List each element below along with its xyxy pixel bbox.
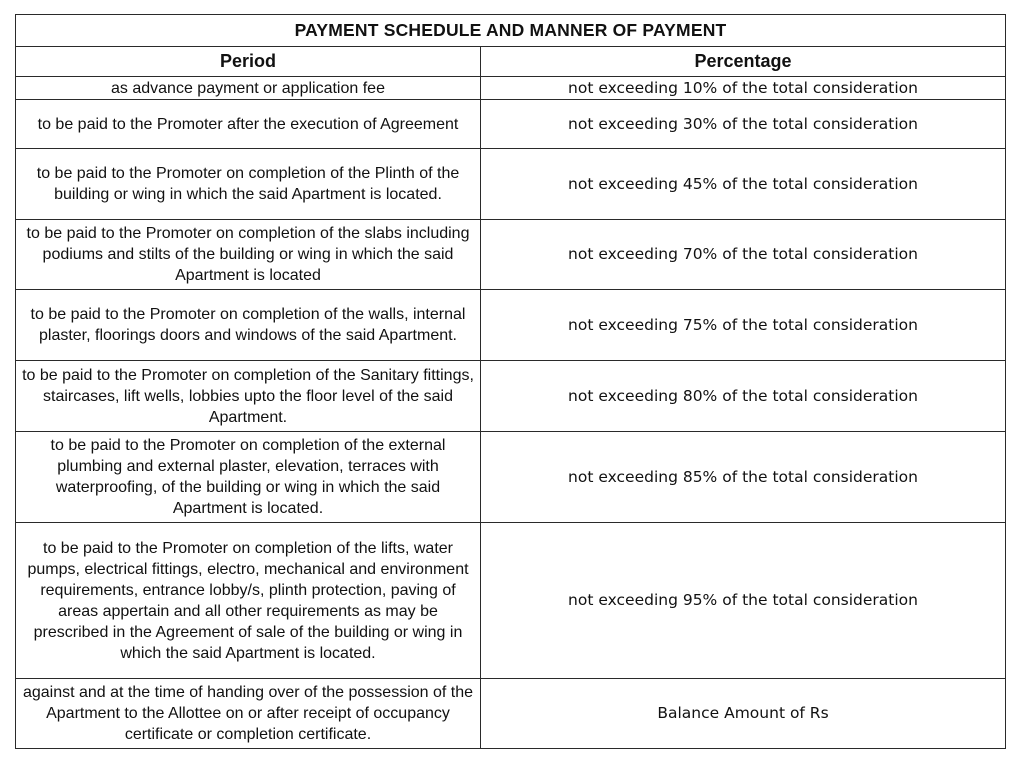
table-title: PAYMENT SCHEDULE AND MANNER OF PAYMENT [16,15,1006,47]
table-row [16,679,1006,749]
percentage-cell: not exceeding 95% of the total consideration [481,523,1006,679]
period-cell: to be paid to the Promoter on completion of the Plinth of the building or wing in which the said Apartment is located. [16,149,481,220]
column-header-period: Period [16,47,481,77]
percentage-cell: not exceeding 70% of the total consideration [481,220,1006,290]
period-cell: to be paid to the Promoter on completion of the lifts, water pumps, electrical fittings, electro, mechanical and environment requirements, entrance lobby/s, plinth protection, paving of areas appertain and all other requirements as may be prescribed in the Agreement of sale of the building or wing in which the said Apartment is located. [16,523,481,679]
percentage-cell: not exceeding 45% of the total consideration [481,149,1006,220]
table-row [16,77,1006,100]
percentage-cell: not exceeding 85% of the total consideration [481,432,1006,523]
percentage-cell: not exceeding 80% of the total consideration [481,361,1006,432]
table-row [16,149,1006,220]
period-cell: to be paid to the Promoter on completion of the external plumbing and external plaster, elevation, terraces with waterproofing, of the building or wing in which the said Apartment is located. [16,432,481,523]
percentage-cell: not exceeding 10% of the total consideration [481,77,1006,100]
table-header-row [16,47,1006,77]
period-cell: against and at the time of handing over of the possession of the Apartment to the Allottee on or after receipt of occupancy certificate or completion certificate. [16,679,481,749]
table-row [16,220,1006,290]
table-title-row [16,15,1006,47]
table-row [16,432,1006,523]
period-cell: to be paid to the Promoter after the execution of Agreement [16,100,481,149]
percentage-cell: not exceeding 75% of the total consideration [481,290,1006,361]
period-cell: to be paid to the Promoter on completion of the Sanitary fittings, staircases, lift wells, lobbies upto the floor level of the said Apartment. [16,361,481,432]
percentage-cell: not exceeding 30% of the total consideration [481,100,1006,149]
percentage-cell: Balance Amount of Rs [481,679,1006,749]
table-row [16,290,1006,361]
period-cell: to be paid to the Promoter on completion of the walls, internal plaster, floorings doors and windows of the said Apartment. [16,290,481,361]
table-row [16,361,1006,432]
column-header-percentage: Percentage [481,47,1006,77]
period-cell: to be paid to the Promoter on completion of the slabs including podiums and stilts of the building or wing in which the said Apartment is located [16,220,481,290]
table-row [16,523,1006,679]
table-row [16,100,1006,149]
payment-schedule-table [15,14,1006,749]
period-cell: as advance payment or application fee [16,77,481,100]
